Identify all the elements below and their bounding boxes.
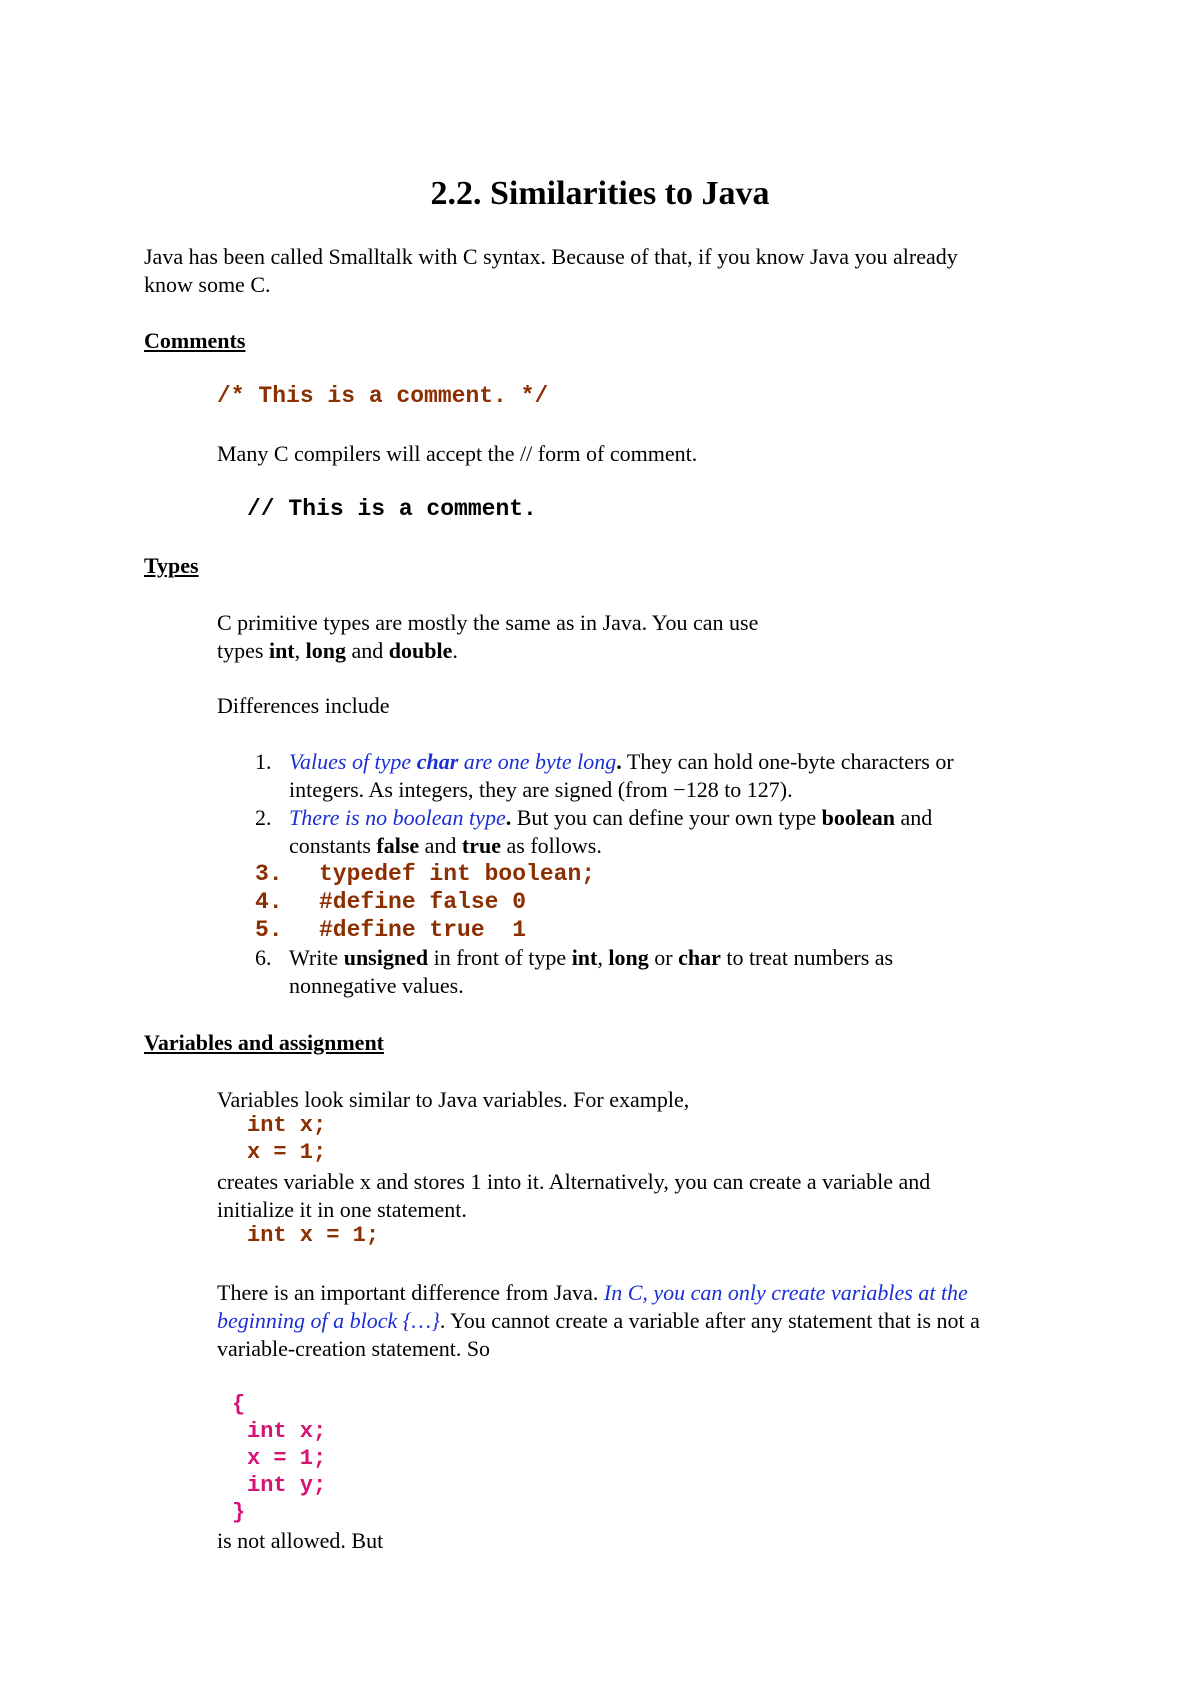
list-item-2: 2. There is no boolean type. But you can define your own type boolean and	[255, 805, 933, 830]
comments-text: Many C compilers will accept the // form of comment.	[217, 441, 698, 466]
code-line-comment: // This is a comment.	[247, 496, 537, 522]
kw-int: int	[268, 638, 295, 663]
variables-para-3-line-3: variable-creation statement. So	[217, 1336, 491, 1361]
types-para-line-1: C primitive types are mostly the same as in Java. You can use	[217, 610, 759, 635]
code-block-close-brace: }	[232, 1500, 246, 1525]
list-item-1-cont: integers. As integers, they are signed (from −128 to 127).	[289, 777, 793, 802]
variables-para-3-line-2: beginning of a block {…}. You cannot create a variable after any statement that is not a	[217, 1308, 980, 1333]
heading-variables: Variables and assignment	[144, 1030, 385, 1055]
differences-intro: Differences include	[217, 693, 390, 718]
intro-line-1: Java has been called Smalltalk with C syntax. Because of that, if you know Java you already	[144, 244, 958, 269]
list-item-1: 1. Values of type char are one byte long. They can hold one-byte characters or	[255, 749, 954, 774]
list-item-4: 4. #define false 0	[255, 889, 527, 915]
intro-line-2: know some C.	[144, 272, 271, 297]
code-block-x-assign: x = 1;	[247, 1446, 327, 1471]
list-item-2-cont: constants false and true as follows.	[289, 833, 602, 858]
list-number: 2.	[255, 805, 272, 830]
code-block-comment: /* This is a comment. */	[217, 383, 549, 409]
code-block-int-y: int y;	[247, 1473, 327, 1498]
list-item-6: 6. Write unsigned in front of type int, long or char to treat numbers as	[255, 945, 894, 970]
code-int-x-init: int x = 1;	[247, 1223, 380, 1248]
variables-after-block: is not allowed. But	[217, 1528, 384, 1553]
variables-para-3-line-1: There is an important difference from Java. In C, you can only create variables at the	[217, 1280, 968, 1305]
kw-long: long	[305, 638, 346, 663]
page-title: 2.2. Similarities to Java	[430, 175, 770, 212]
kw-double: double	[388, 638, 453, 663]
list-number: 1.	[255, 749, 272, 774]
code-int-x: int x;	[247, 1113, 327, 1138]
heading-types: Types	[144, 553, 199, 578]
variables-para-2-line-2: initialize it in one statement.	[217, 1197, 467, 1222]
list-item-3: 3. typedef int boolean;	[255, 861, 596, 887]
list-item-6-cont: nonnegative values.	[289, 973, 464, 998]
list-item-5: 5. #define true 1	[255, 917, 527, 943]
code-block-open-brace: {	[232, 1392, 246, 1417]
list-number: 6.	[255, 945, 272, 970]
types-para-line-2: types int, long and double.	[217, 638, 458, 663]
heading-comments: Comments	[144, 328, 246, 353]
variables-para-1: Variables look similar to Java variables. For example,	[217, 1087, 690, 1112]
code-block-int-x: int x;	[247, 1419, 327, 1444]
code-x-assign: x = 1;	[247, 1140, 327, 1165]
variables-para-2-line-1: creates variable x and stores 1 into it. Alternatively, you can create a variable and	[217, 1169, 931, 1194]
